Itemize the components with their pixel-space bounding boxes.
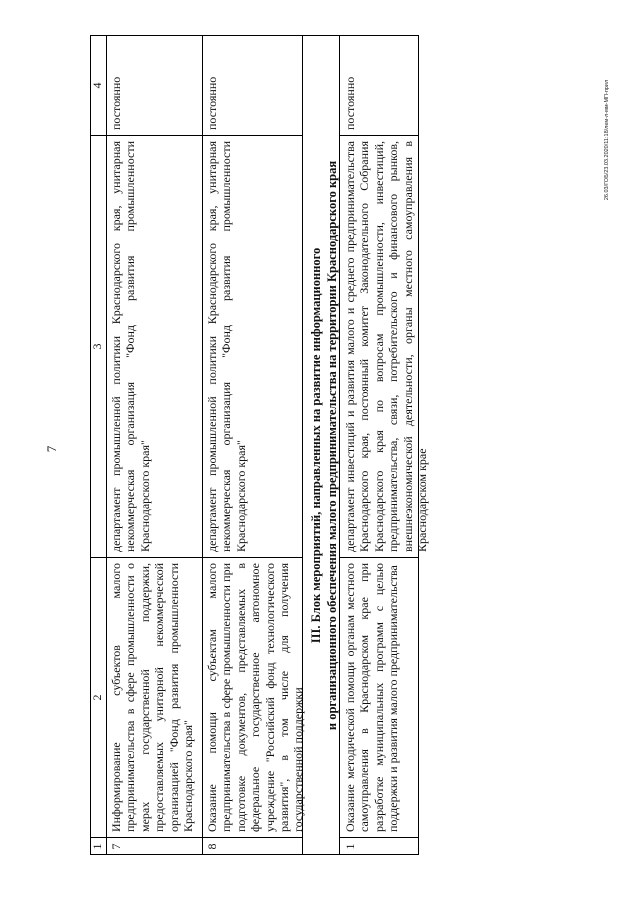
section-title-line-2: и организационного обеспечения малого предпринимательства на территории Краснодарского края	[325, 160, 339, 731]
section-title-line-1: III. Блок мероприятий, направленных на развитие информационного	[309, 247, 323, 644]
document-stamp: 26.03/ГОБ/23.03.2020/11:18/лем-л-мм-МП-прил	[604, 79, 610, 201]
row-number: 7	[106, 837, 202, 855]
header-col-1: 1	[90, 837, 106, 855]
table-row	[340, 35, 430, 855]
row-number: 1	[340, 837, 418, 855]
page-number: 7	[44, 445, 59, 453]
section-header	[302, 35, 340, 855]
header-col-2: 2	[90, 557, 106, 837]
row-activity: Оказание методической помощи органам местного самоуправления в Краснодарском крае при разработке муниципальных программ с целью поддержки и развития малого предпринимательства	[340, 557, 418, 837]
header-col-4: 4	[90, 35, 106, 135]
row-term: постоянно	[340, 35, 418, 135]
table-header-row	[90, 35, 107, 855]
row-term: постоянно	[202, 35, 302, 135]
table-row	[202, 35, 306, 855]
header-col-3: 3	[90, 135, 106, 557]
table-row	[106, 35, 203, 855]
table-sheet	[90, 35, 430, 855]
row-activity: Оказание помощи субъектам малого предпринимательства в сфере промышленности при подготовке документов, представляемых в федеральное государственное автономное учреждение "Российский фонд технологического развития", в том числе для получения государственной поддержки	[202, 557, 302, 837]
section-title	[302, 36, 340, 855]
row-activity: Информирование субъектов малого предпринимательства в сфере промышленности о мерах государственной поддержки, предоставляемых унитарной некоммерческой организацией "Фонд развития промышленности Краснодарского края"	[106, 557, 202, 837]
row-executor: департамент инвестиций и развития малого и среднего предпринимательства Краснодарского края, постоянный комитет Законодательного Собрания Краснодарского края по вопросам промышленности, инвестиций, предпринимательства, связи, потребительского и финансового рынков, внешнеэкономической деятельности, органы местного самоуправления в Краснодарском крае	[340, 135, 418, 557]
row-number: 8	[202, 837, 302, 855]
row-executor: департамент промышленной политики Краснодарского края, унитарная некоммерческая организация "Фонд развития промышленности Краснодарского края"	[106, 135, 202, 557]
row-term: постоянно	[106, 35, 202, 135]
row-executor: департамент промышленной политики Краснодарского края, унитарная некоммерческая организация "Фонд развития промышленности Краснодарского края"	[202, 135, 302, 557]
